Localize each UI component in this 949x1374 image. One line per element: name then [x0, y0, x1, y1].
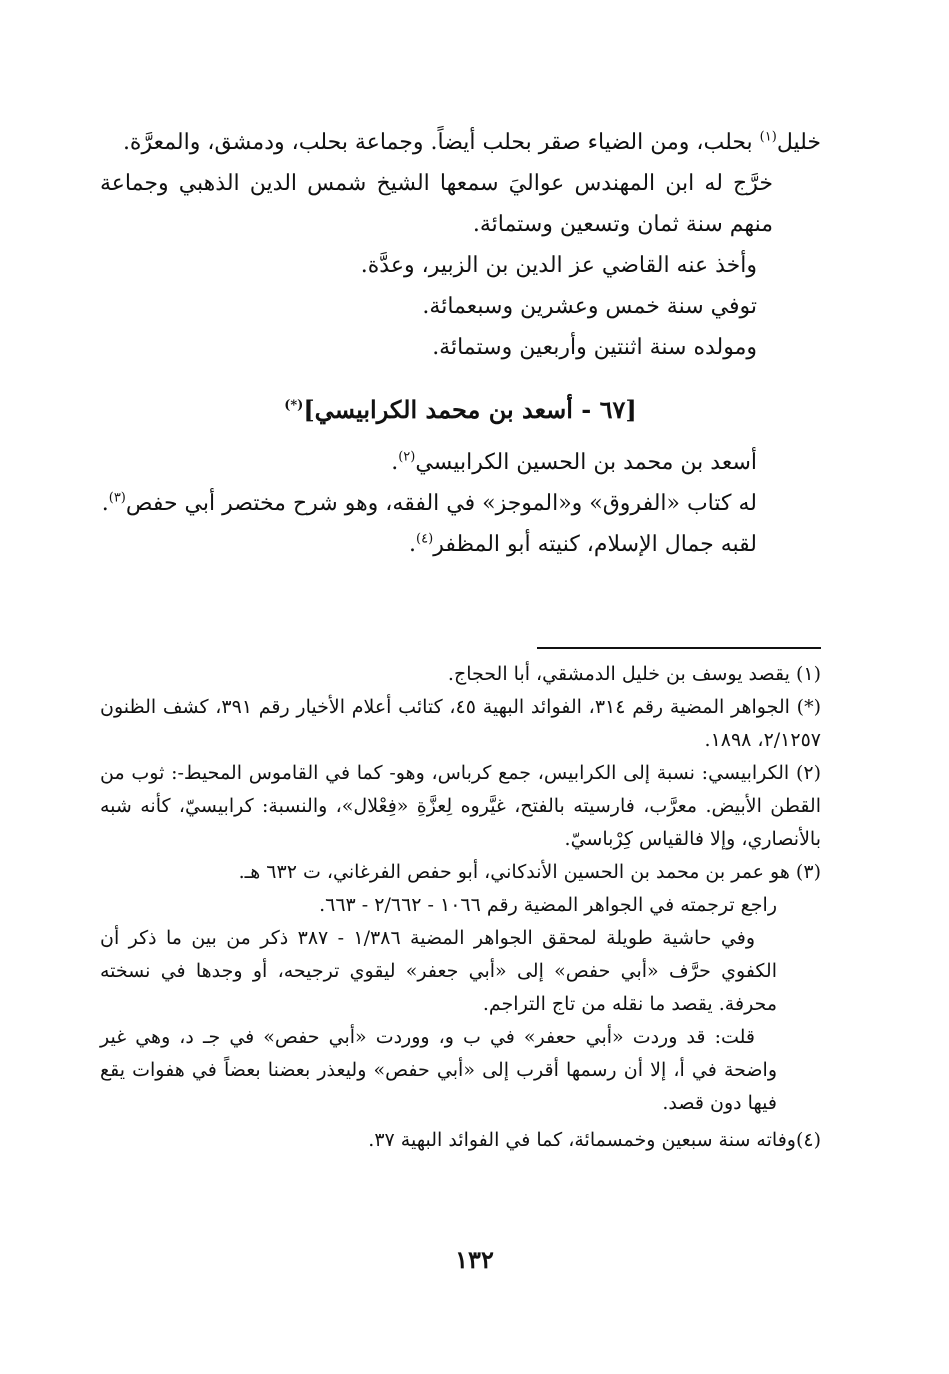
paragraph-1-rest: بحلب، ومن الضياء صقر بحلب أيضاً. وجماعة بحلب، ودمشق، والمعرَّة. [122, 130, 760, 155]
paragraph-1 [100, 122, 821, 163]
footnote-3-remark: قلت: قد وردت «أبي حعفر» في ب و، ووردت «أبي حفص» في جـ د، وهي غير واضحة في أ، إلا أن رسمها أقرب إلى «أبي حفص» وليعذر بعضنا بعضاً في هفوات يقع فيها دون قصد. [100, 1026, 777, 1114]
paragraph-1-start: خليل [776, 130, 821, 155]
paragraph-4: توفي سنة خمس وعشرين وسبعمائة. [422, 294, 757, 319]
page-number: ١٣٢ [455, 1245, 494, 1274]
footnote-1: (١) يقصد يوسف بن خليل الدمشقي، أبا الحجاج. [447, 663, 821, 685]
footnote-divider [537, 647, 821, 649]
paragraph-8-end: . [409, 532, 417, 557]
paragraph-8 [100, 524, 821, 565]
footnote-star: (*) الجواهر المضية رقم ٣١٤، الفوائد البهية ٤٥، كتائب أعلام الأخيار رقم ٣٩١، كشف الظنون ٢/١٢٥٧، ١٨٩٨. [100, 696, 821, 751]
paragraph-7-text: له كتاب «الفروق» و«الموجز» في الفقه، وهو شرح مختصر أبي حفص [125, 491, 757, 516]
footnote-ref-2: (٢) [398, 449, 416, 465]
main-text [100, 122, 821, 565]
footnote-2: (٢) الكرابيسي: نسبة إلى الكرابيس، جمع كرباس، وهو- كما في القاموس المحيط-: ثوب من القطن الأبيض. معرَّب، فارسيته بالفتح، غيَّروه لِعزَّةِ «فِعْلال»، والنسبة: كرابيسيّ، كأنه شبه بالأنصاري، وإلا فالقياس كِرْباسيّ. [100, 762, 822, 850]
footnotes [100, 658, 821, 1157]
footnote-ref-star: (*) [284, 398, 304, 413]
paragraph-7-end: . [101, 491, 109, 516]
footnote-3-commentary: وفي حاشية طويلة لمحقق الجواهر المضية ١/٣٨٦ - ٣٨٧ ذكر من بين ما ذكر أن الكفوي حرَّف «أبي حفص» إلى «أبي جعفر» ليقوي ترجيحه، أو وجدها في نسخته محرفة. يقصد ما نقله من تاج التراجم. [100, 927, 777, 1015]
entry-heading-text: [٦٧ - أسعد بن محمد الكرابيسي] [303, 395, 637, 424]
footnote-ref-4: (٤) [416, 531, 434, 547]
footnote-3: (٣) هو عمر بن محمد بن الحسين الأندكاني، أبو حفص الفرغاني، ت ٦٣٢ هـ. [238, 861, 821, 883]
paragraph-7 [100, 483, 821, 524]
footnote-ref-1: (١) [759, 129, 777, 145]
paragraph-6-end: . [391, 450, 399, 475]
paragraph-5: ومولده سنة اثنتين وأربعين وستمائة. [432, 335, 757, 360]
paragraph-2: خرَّج له ابن المهندس عواليَ سمعها الشيخ شمس الدين الذهبي وجماعة منهم سنة ثمان وتسعين وستمائة. [100, 171, 773, 237]
footnote-3-reference: راجع ترجمته في الجواهر المضية رقم ١٠٦٦ - ٢/٦٦٢ - ٦٦٣. [319, 894, 777, 916]
paragraph-3: وأخذ عنه القاضي عز الدين بن الزبير، وعدَّة. [360, 253, 757, 278]
footnote-ref-3: (٣) [108, 490, 126, 506]
paragraph-6 [100, 442, 821, 483]
paragraph-6-text: أسعد بن محمد بن الحسين الكرابيسي [415, 450, 757, 475]
paragraph-8-text: لقبه جمال الإسلام، كنيته أبو المظفر [433, 532, 757, 557]
footnote-4: (٤)وفاته سنة سبعين وخمسمائة، كما في الفوائد البهية ٣٧. [368, 1129, 821, 1151]
entry-heading [100, 390, 821, 430]
